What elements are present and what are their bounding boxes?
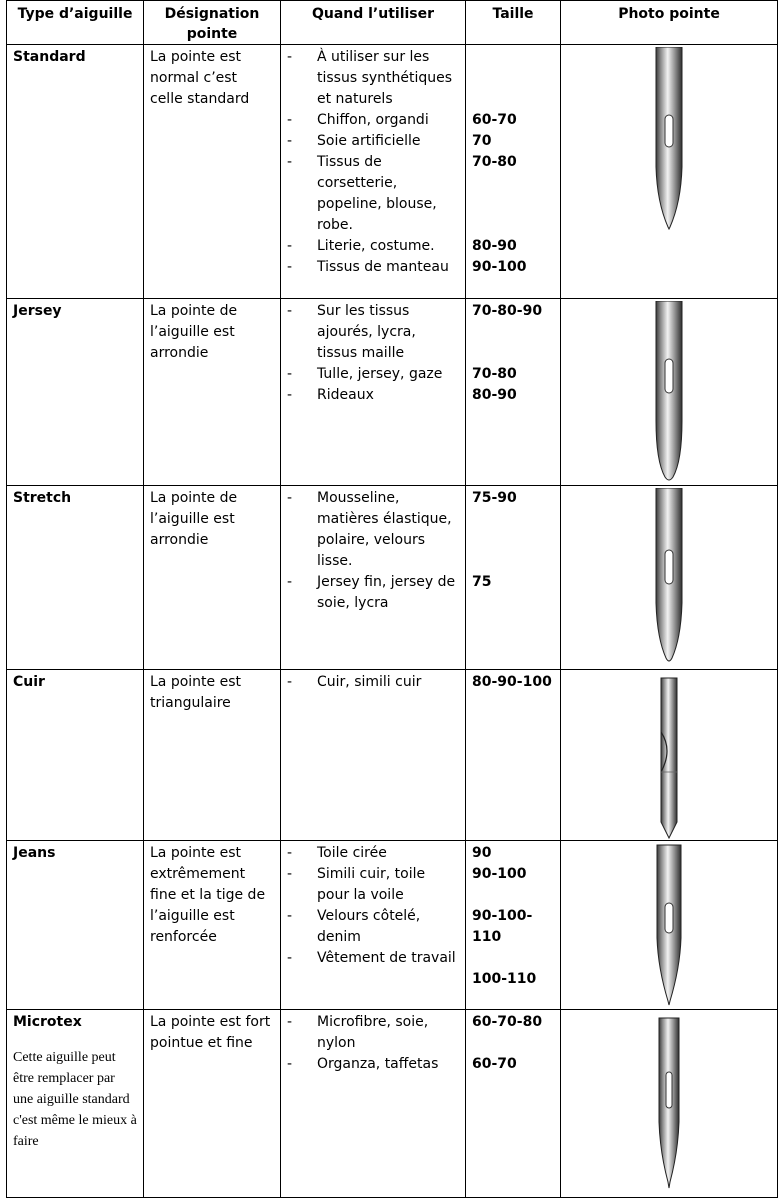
needle-jersey-icon (639, 301, 699, 485)
table-row (7, 670, 778, 841)
list-item: - Literie, costume. (287, 238, 435, 254)
needle-type: Cuir (7, 670, 144, 841)
needle-sizes: 75-90 75 (466, 486, 561, 670)
list-item: - Velours côtelé, denim (287, 908, 421, 945)
needle-type: Jeans (7, 841, 144, 1010)
list-item: - Organza, taffetas (287, 1056, 439, 1072)
list-item: - Microfibre, soie, nylon (287, 1014, 429, 1051)
needle-uses (281, 45, 466, 299)
needle-designation: La pointe est extrêmement fine et la tige de l’aiguille est renforcée (144, 841, 281, 1010)
list-item: - Simili cuir, toile pour la voile (287, 866, 426, 903)
needle-leather-icon (639, 672, 699, 840)
needle-sizes: 70-80-90 70-80 80-90 (466, 299, 561, 486)
needle-designation: La pointe est fort pointue et fine (144, 1010, 281, 1198)
needle-type: Standard (7, 45, 144, 299)
list-item: - Sur les tissus ajourés, lycra, tissus maille (287, 303, 416, 361)
needle-microtex-icon (639, 1012, 699, 1196)
header-when: Quand l’utiliser (281, 1, 466, 45)
needle-designation: La pointe est normal c’est celle standard (144, 45, 281, 299)
needle-sizes: 60-70 70 70-80 80-90 90-100 (466, 45, 561, 299)
list-item: - Cuir, simili cuir (287, 674, 422, 690)
header-photo: Photo pointe (561, 1, 778, 45)
needle-note: Cette aiguille peut être remplacer par une aiguille standard c'est même le mieux à faire (13, 1050, 137, 1149)
list-item: - Tissus de manteau (287, 259, 449, 275)
needle-standard-icon (639, 47, 699, 257)
table-row (7, 486, 778, 670)
list-item: - Tissus de corsetterie, popeline, blouse, robe. (287, 154, 437, 233)
list-item: - Soie artificielle (287, 133, 421, 149)
table-row (7, 45, 778, 299)
needle-sizes: 90 90-100 90-100- 110 100-110 (466, 841, 561, 1010)
list-item: - À utiliser sur les tissus synthétiques et naturels (287, 49, 453, 107)
needle-photo (561, 1010, 778, 1198)
needle-sizes: 60-70-80 60-70 (466, 1010, 561, 1198)
needle-table (6, 0, 778, 1198)
needle-uses (281, 670, 466, 841)
needle-photo (561, 45, 778, 299)
needle-type: Stretch (7, 486, 144, 670)
needle-sizes: 80-90-100 (466, 670, 561, 841)
needle-designation: La pointe de l’aiguille est arrondie (144, 299, 281, 486)
needle-jeans-icon (639, 843, 699, 1009)
header-designation: Désignation pointe (144, 1, 281, 45)
needle-type: Jersey (7, 299, 144, 486)
needle-uses (281, 299, 466, 486)
list-item: - Vêtement de travail (287, 950, 456, 966)
header-type: Type d’aiguille (7, 1, 144, 45)
list-item: - Toile cirée (287, 845, 387, 861)
list-item: - Rideaux (287, 387, 374, 403)
list-item: - Jersey fin, jersey de soie, lycra (287, 574, 456, 611)
needle-type (7, 1010, 144, 1198)
needle-designation: La pointe de l’aiguille est arrondie (144, 486, 281, 670)
header-row (7, 1, 778, 45)
needle-uses (281, 486, 466, 670)
table-row (7, 299, 778, 486)
needle-photo (561, 486, 778, 670)
needle-type-label: Microtex (13, 1014, 82, 1030)
needle-stretch-icon (639, 488, 699, 668)
needle-uses (281, 841, 466, 1010)
needle-photo (561, 841, 778, 1010)
needle-photo (561, 670, 778, 841)
list-item: - Chiffon, organdi (287, 112, 429, 128)
header-size: Taille (466, 1, 561, 45)
table-row (7, 1010, 778, 1198)
table-row (7, 841, 778, 1010)
needle-uses (281, 1010, 466, 1198)
list-item: - Tulle, jersey, gaze (287, 366, 443, 382)
needle-designation: La pointe est triangulaire (144, 670, 281, 841)
needle-photo (561, 299, 778, 486)
list-item: - Mousseline, matières élastique, polaire, velours lisse. (287, 490, 452, 569)
